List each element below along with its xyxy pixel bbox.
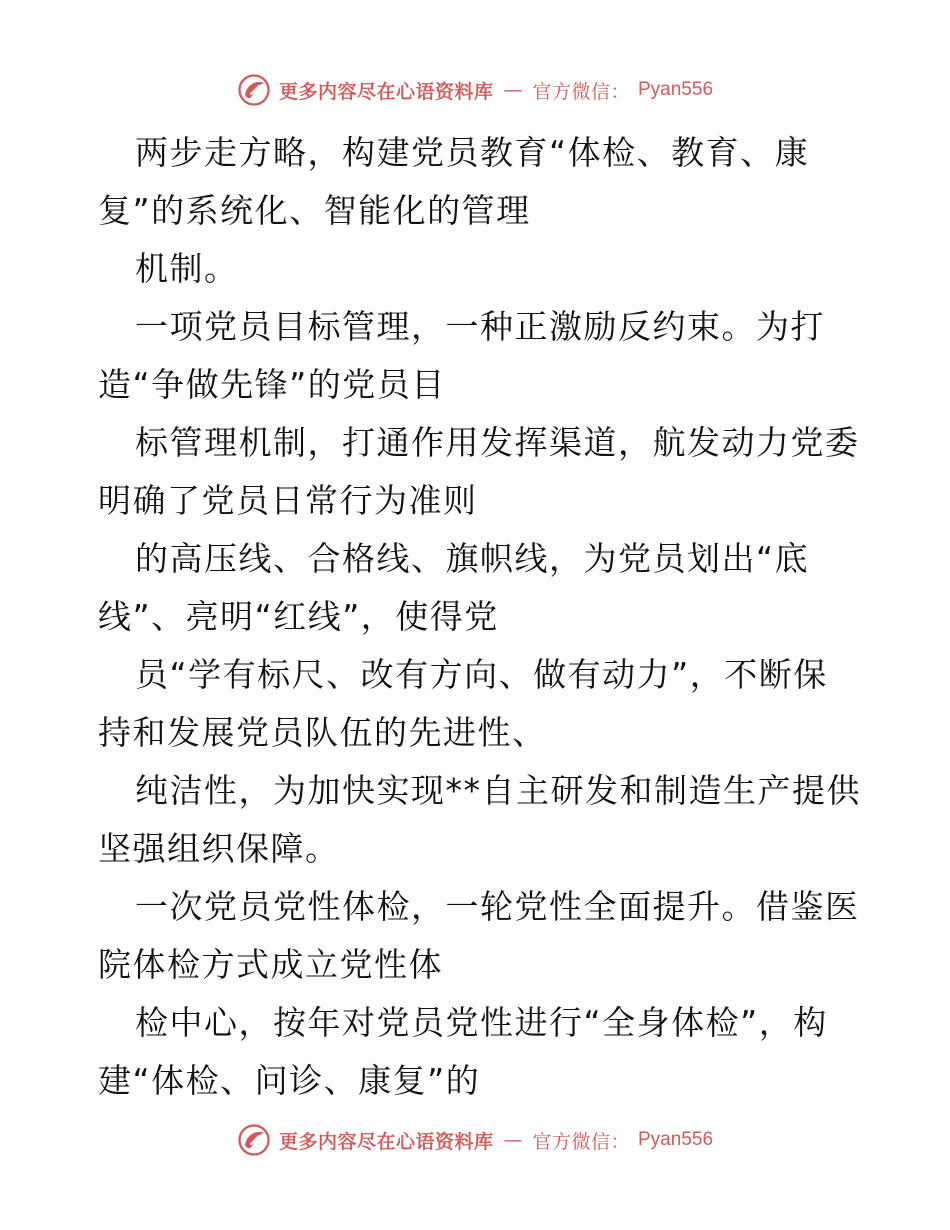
paragraph-line: 两步走方略，构建党员教育“体检、教育、康 [135,133,810,172]
brand-logo-icon [237,73,271,107]
paragraph-line: 检中心，按年对党员党性进行“全身体检”，构 [135,1003,828,1042]
paragraph-line: 一次党员党性体检，一轮党性全面提升。借鉴医 [135,887,860,926]
banner-id: Pyan556 [638,1129,714,1150]
paragraph-line: 复”的系统化、智能化的管理 [98,191,531,230]
paragraph-line: 院体检方式成立党性体 [98,945,443,984]
brand-logo-icon [237,1123,271,1157]
paragraph-line: 持和发展党员队伍的先进性、 [98,713,547,752]
paragraph-line: 机制。 [135,249,239,288]
paragraph-line: 一项党员目标管理，一种正激励反约束。为打 [135,307,825,346]
paragraph-line: 纯洁性，为加快实现**自主研发和制造生产提供 [135,771,861,810]
banner-separator: — [503,1129,523,1151]
banner-main-text: 更多内容尽在心语资料库 [278,80,494,103]
paragraph-line: 线”、亮明“红线”，使得党 [98,597,499,636]
banner-separator: — [503,79,523,101]
paragraph-line: 造“争做先锋”的党员目 [98,365,446,404]
banner-main-text: 更多内容尽在心语资料库 [278,1130,494,1153]
footer-banner [0,1120,950,1160]
paragraph-line: 建“体检、问诊、康复”的 [98,1061,481,1100]
document-body [98,124,861,1110]
paragraph-line: 员“学有标尺、改有方向、做有动力”，不断保 [135,655,828,694]
paragraph-line: 的高压线、合格线、旗帜线，为党员划出“底 [135,539,810,578]
header-banner [0,70,950,110]
paragraph-line: 坚强组织保障。 [98,829,340,868]
paragraph-line: 明确了党员日常行为准则 [98,481,478,520]
paragraph-line: 标管理机制，打通作用发挥渠道，航发动力党委 [135,423,860,462]
banner-id: Pyan556 [638,79,714,100]
banner-official-label: 官方微信： [532,80,630,103]
banner-official-label: 官方微信： [532,1130,630,1153]
